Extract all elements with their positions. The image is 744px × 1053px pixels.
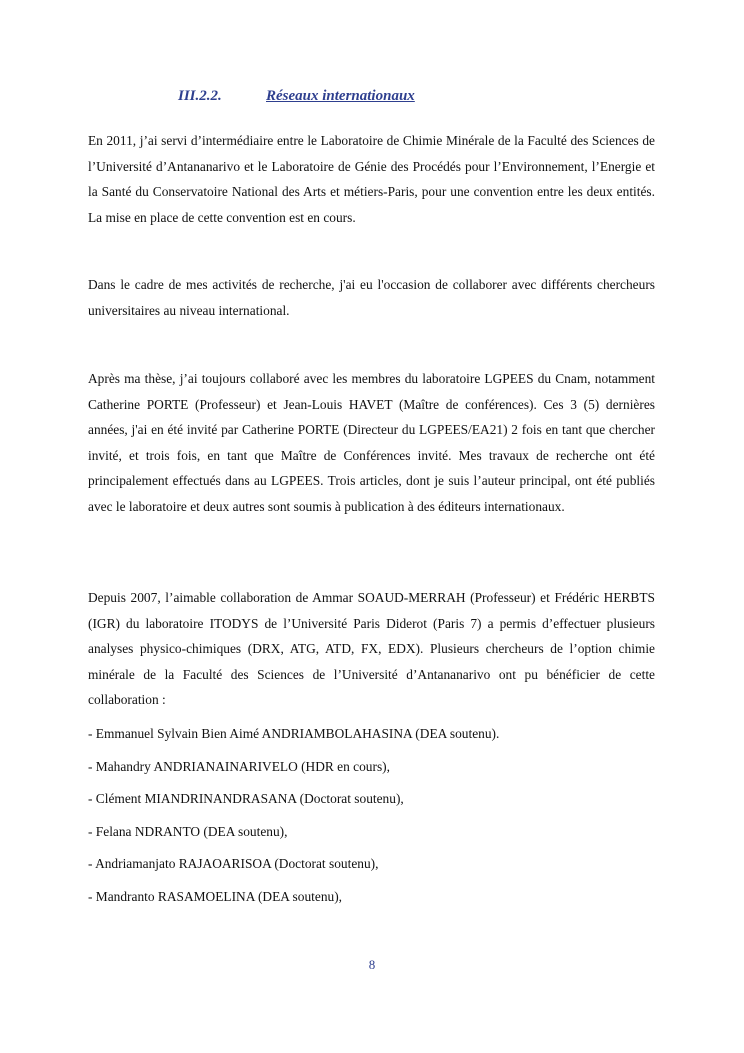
list-item: - Clément MIANDRINANDRASANA (Doctorat soutenu), — [88, 791, 404, 807]
section-heading — [178, 88, 415, 105]
section-title: Réseaux internationaux — [266, 88, 415, 104]
paragraph-lgpees: Après ma thèse, j’ai toujours collaboré avec les membres du laboratoire LGPEES du Cnam, notamment Catherine PORTE (Professeur) et Jean-Louis HAVET (Maître de conférences). Ces 3 (5) dernières années, j'ai en été invité par Catherine PORTE (Directeur du LGPEES/EA21) 2 fois en tant que chercher invité, et trois fois, en tant que Maître de Conférences invité. Mes travaux de recherche ont été principalement effectués dans au LGPEES. Trois articles, dont je suis l’auteur principal, ont été publiés avec le laboratoire et deux autres sont soumis à publication à des éditeurs internationaux. — [88, 371, 655, 514]
collaborator-list — [88, 721, 655, 917]
list-item: - Felana NDRANTO (DEA soutenu), — [88, 823, 288, 839]
list-item: - Andriamanjato RAJAOARISOA (Doctorat soutenu), — [88, 856, 379, 872]
paragraph-itodys: Depuis 2007, l’aimable collaboration de Ammar SOAUD-MERRAH (Professeur) et Frédéric HERBTS (IGR) du laboratoire ITODYS de l’Université Paris Diderot (Paris 7) a permis d’effectuer plusieurs analyses physico-chimiques (DRX, ATG, ATD, FX, EDX). Plusieurs chercheurs de l’option chimie minérale de la Faculté des Sciences de l’Université d’Antananarivo ont pu bénéficier de cette collaboration : — [88, 590, 655, 707]
page-number: 8 — [368, 957, 376, 972]
list-item: - Mahandry ANDRIANAINARIVELO (HDR en cours), — [88, 758, 390, 774]
list-item: - Emmanuel Sylvain Bien Aimé ANDRIAMBOLAHASINA (DEA soutenu). — [88, 726, 500, 741]
section-number: III.2.2. — [178, 88, 222, 104]
paragraph-collaboration-intro: Dans le cadre de mes activités de recherche, j'ai eu l'occasion de collaborer avec différents chercheurs universitaires au niveau international. — [88, 277, 655, 318]
list-item: - Mandranto RASAMOELINA (DEA soutenu), — [88, 888, 343, 904]
paragraph-convention: En 2011, j’ai servi d’intermédiaire entre le Laboratoire de Chimie Minérale de la Faculté des Sciences de l’Université d’Antananarivo et le Laboratoire de Génie des Procédés pour l’Environnement, l’Energie et la Santé du Conservatoire National des Arts et métiers-Paris, pour une convention entre les deux entités. La mise en place de cette convention est en cours. — [88, 133, 655, 225]
